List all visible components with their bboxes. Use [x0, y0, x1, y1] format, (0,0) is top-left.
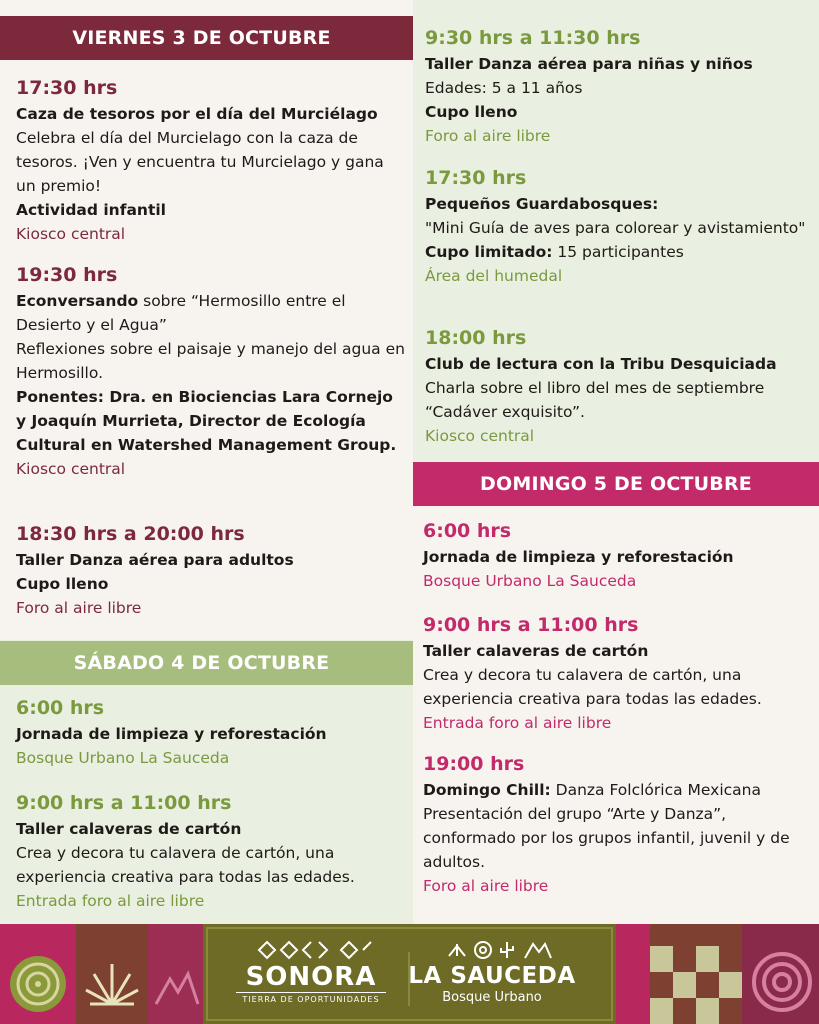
event-time: 6:00 hrs [423, 520, 512, 542]
event-title: Jornada de limpieza y reforestación [423, 548, 734, 566]
event-time: 17:30 hrs [425, 167, 527, 189]
event-description: Celebra el día del Murcielago con la caza de tesoros. ¡Ven y encuentra tu Murcielago y gana un premio! [16, 129, 384, 195]
event-note-rest: 15 participantes [552, 243, 684, 261]
footer [0, 924, 819, 1024]
mountain-tile [148, 924, 203, 1024]
sunday-header-text: DOMINGO 5 DE OCTUBRE [480, 473, 752, 495]
event-location: Bosque Urbano La Sauceda [16, 749, 230, 767]
event-note: Cupo lleno [16, 575, 109, 593]
event-time: 19:00 hrs [423, 753, 525, 775]
event-note-bold: Cupo limitado: [425, 243, 553, 261]
event-time: 18:00 hrs [425, 327, 527, 349]
event-time: 9:00 hrs a 11:00 hrs [423, 614, 639, 636]
event-time: 9:00 hrs a 11:00 hrs [16, 792, 232, 814]
event-sunday-2 [423, 611, 815, 735]
spiral-icon [0, 924, 76, 1024]
event-description: Edades: 5 a 11 años [425, 79, 583, 97]
sunday-header [413, 462, 819, 506]
event-title: Taller Danza aérea para niñas y niños [425, 55, 753, 73]
event-description: Crea y decora tu calavera de cartón, una experiencia creativa para todas las edades. [16, 844, 355, 886]
mountain-icon [148, 924, 203, 1024]
sonora-logo [236, 962, 386, 1004]
event-title: Club de lectura con la Tribu Desquiciada [425, 355, 777, 373]
event-title: Taller calaveras de cartón [423, 642, 649, 660]
sauceda-subtitle: Bosque Urbano [442, 990, 542, 1005]
friday-header [0, 16, 413, 60]
event-title-rest: Danza Folclórica Mexicana [550, 781, 761, 799]
spiral-tile-right [742, 924, 819, 1024]
event-location: Bosque Urbano La Sauceda [423, 572, 637, 590]
event-note: Cupo lleno [425, 103, 518, 121]
event-title: Pequeños Guardabosques: [425, 195, 659, 213]
grass-tile [76, 924, 148, 1024]
event-description: Charla sobre el libro del mes de septiembre “Cadáver exquisito”. [425, 379, 765, 421]
event-title [423, 778, 815, 802]
spiral-icon-right [742, 924, 819, 1024]
speakers-label: Ponentes: [16, 388, 104, 406]
event-title [16, 289, 406, 337]
event-speakers [16, 385, 406, 457]
event-location: Foro al aire libre [423, 877, 549, 895]
saturday-header-text: SÁBADO 4 DE OCTUBRE [73, 652, 330, 674]
event-friday-6 [425, 324, 810, 448]
event-friday-5 [425, 164, 810, 288]
event-description: Presentación del grupo “Arte y Danza”, conformado por los grupos infantil, juvenil y de adultos. [423, 805, 790, 871]
event-title: Jornada de limpieza y reforestación [16, 725, 327, 743]
event-location: Entrada foro al aire libre [16, 892, 205, 910]
event-description: "Mini Guía de aves para colorear y avistamiento" [425, 219, 806, 237]
event-location: Foro al aire libre [425, 127, 551, 145]
event-description: Crea y decora tu calavera de cartón, una experiencia creativa para todas las edades. [423, 666, 762, 708]
event-time: 6:00 hrs [16, 697, 105, 719]
pink-tile [616, 924, 650, 1024]
event-title-bold: Econversando [16, 292, 139, 310]
checker-tile [650, 924, 742, 1024]
event-friday-1 [16, 74, 406, 246]
event-time: 17:30 hrs [16, 77, 118, 99]
event-title: Taller calaveras de cartón [16, 820, 242, 838]
sonora-pattern-icon [255, 938, 375, 962]
friday-header-text: VIERNES 3 DE OCTUBRE [72, 27, 331, 49]
saturday-header [0, 641, 413, 685]
sauceda-name: LA SAUCEDA [408, 963, 576, 989]
speakers-names: Dra. en Biociencias Lara Cornejo y Joaquín Murrieta, Director de Ecología Cultural en Watershed Management Group. [16, 388, 397, 454]
event-saturday-2 [16, 789, 411, 913]
event-note: Actividad infantil [16, 201, 166, 219]
event-location: Kiosco central [16, 225, 126, 243]
event-location: Kiosco central [16, 460, 126, 478]
event-friday-3 [16, 520, 406, 620]
event-saturday-1 [16, 694, 406, 770]
spiral-tile [0, 924, 76, 1024]
grass-icon [76, 924, 148, 1024]
event-title-rest: sobre “Hermosillo entre el Desierto y el Agua” [16, 292, 346, 334]
sauceda-logo [402, 962, 582, 1005]
event-time: 18:30 hrs a 20:00 hrs [16, 523, 245, 545]
event-note [425, 240, 810, 264]
sonora-tagline: TIERRA DE OPORTUNIDADES [236, 992, 386, 1004]
event-friday-4 [425, 24, 810, 148]
event-location: Entrada foro al aire libre [423, 714, 612, 732]
sauceda-icons [443, 938, 553, 962]
event-title: Taller Danza aérea para adultos [16, 551, 294, 569]
event-sunday-3 [423, 750, 815, 898]
checker-icon [650, 924, 742, 1024]
event-title: Caza de tesoros por el día del Murciélago [16, 105, 378, 123]
event-time: 19:30 hrs [16, 264, 118, 286]
event-location: Kiosco central [425, 427, 535, 445]
event-time: 9:30 hrs a 11:30 hrs [425, 27, 641, 49]
sonora-name: SONORA [245, 962, 377, 992]
event-friday-2 [16, 261, 406, 481]
event-description: Reflexiones sobre el paisaje y manejo del agua en Hermosillo. [16, 340, 405, 382]
event-title-bold: Domingo Chill: [423, 781, 551, 799]
event-location: Área del humedal [425, 267, 563, 285]
event-sunday-1 [423, 517, 813, 593]
event-location: Foro al aire libre [16, 599, 142, 617]
